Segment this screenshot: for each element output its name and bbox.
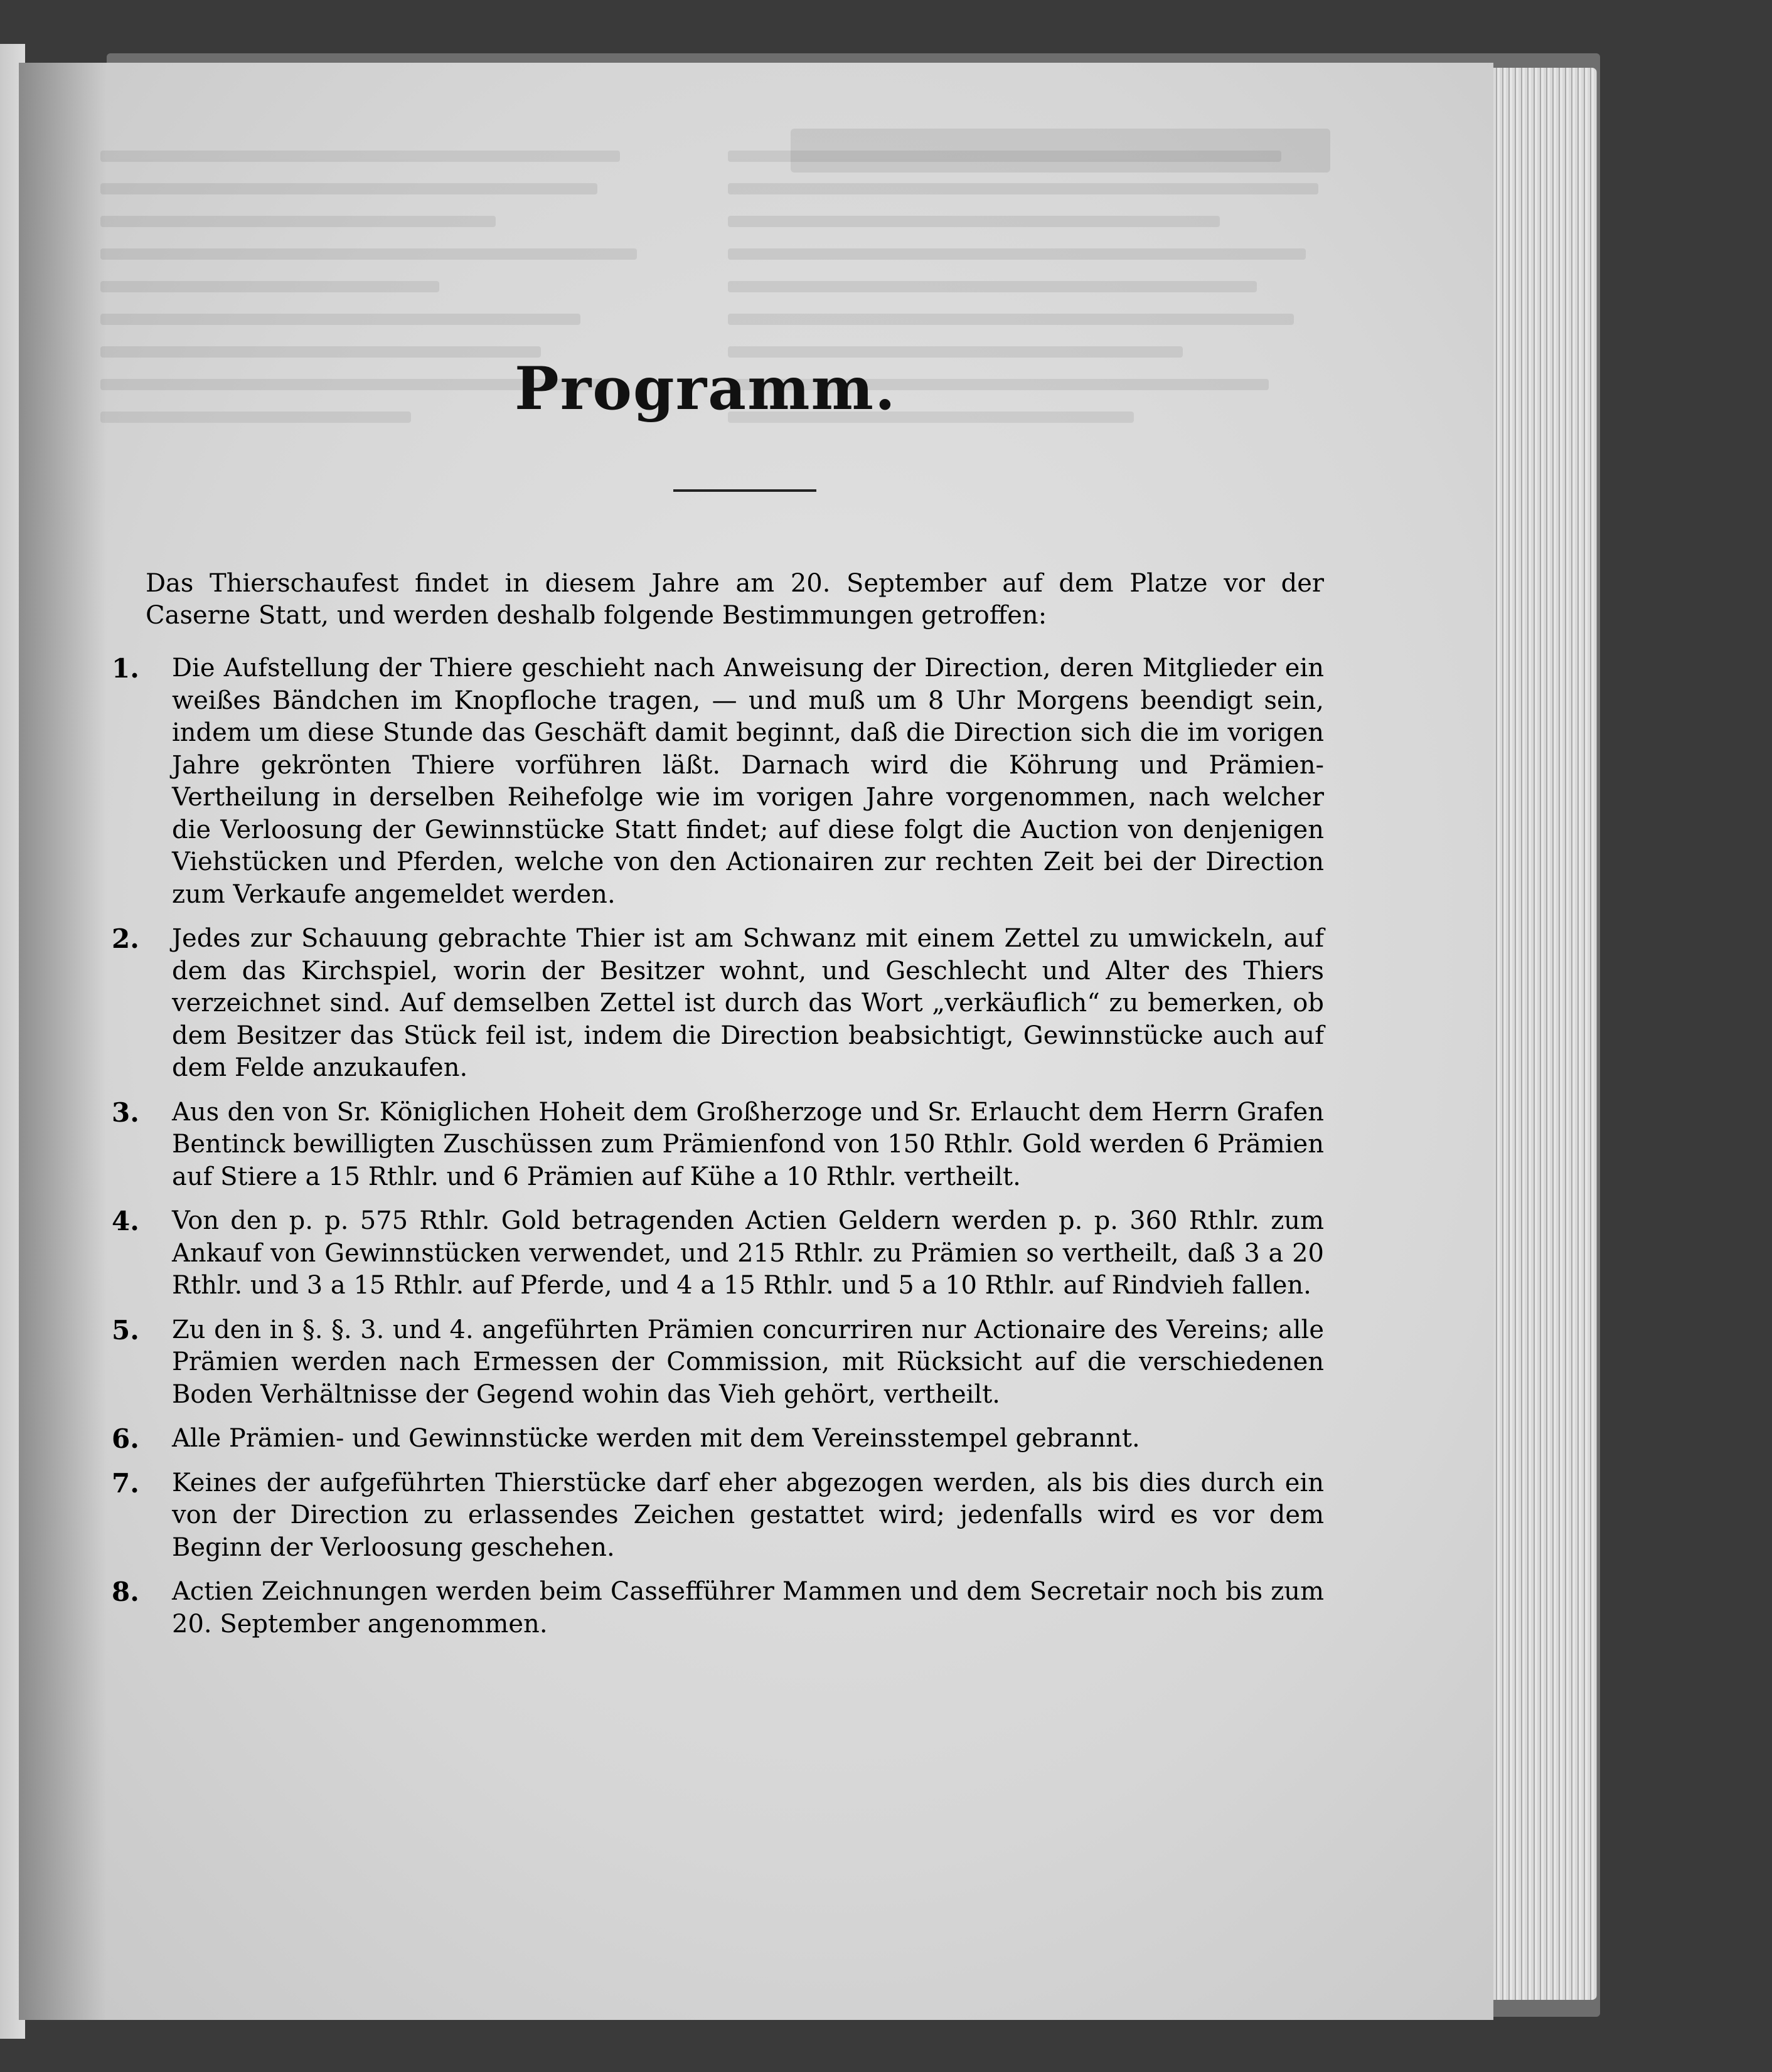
item-text: Keines der aufgeführten Thierstücke darf eher abgezogen werden, als bis dies durch ein von der Direction zu erlassendes Zeichen gestattet wird; jedenfalls wird es vor dem Beginn der Verloosung geschehen. bbox=[172, 1468, 1324, 1562]
item-text: Von den p. p. 575 Rthlr. Gold betragenden Actien Geldern werden p. p. 360 Rthlr. zum Ankauf von Gewinnstücken verwendet, und 215 Rthlr. zu Prämien so vertheilt, daß 3 a 20 Rthlr. und 3 a 15 Rthlr. auf Pferde, und 4 a 15 Rthlr. und 5 a 10 Rthlr. auf Rindvieh fallen. bbox=[172, 1206, 1324, 1300]
item-text: Aus den von Sr. Königlichen Hoheit dem Großherzoge und Sr. Erlaucht dem Herrn Grafen Bentinck bewilligten Zuschüssen zum Prämienfond von 150 Rthlr. Gold werden 6 Prämien auf Stiere a 15 Rthlr. und 6 Prämien auf Kühe a 10 Rthlr. vertheilt. bbox=[172, 1097, 1324, 1191]
gutter-shadow bbox=[19, 63, 107, 2020]
intro-paragraph: Das Thierschaufest findet in diesem Jahre am 20. September auf dem Platze vor der Caserne Statt, und werden deshalb folgende Bestimmungen getroffen: bbox=[146, 569, 1324, 630]
item-number: 7. bbox=[112, 1467, 139, 1499]
list-item bbox=[112, 923, 1324, 1085]
page-title: Programm. bbox=[515, 354, 897, 423]
page-edges bbox=[1487, 68, 1597, 2000]
list-item bbox=[112, 1576, 1324, 1640]
item-number: 8. bbox=[112, 1576, 139, 1607]
item-number: 6. bbox=[112, 1423, 139, 1454]
list-item bbox=[112, 1314, 1324, 1411]
item-list bbox=[112, 652, 1324, 1652]
item-text: Zu den in §. §. 3. und 4. angeführten Prämien concurriren nur Actionaire des Vereins; alle Prämien werden nach Ermessen der Commission, mit Rücksicht auf die verschiedenen Boden Verhältnisse der Gegend wohin das Vieh gehört, vertheilt. bbox=[172, 1315, 1324, 1409]
list-item bbox=[112, 1423, 1324, 1455]
item-number: 2. bbox=[112, 923, 139, 954]
item-number: 4. bbox=[112, 1206, 139, 1236]
item-number: 1. bbox=[112, 653, 139, 684]
list-item bbox=[112, 1097, 1324, 1194]
list-item bbox=[112, 1467, 1324, 1565]
list-item bbox=[112, 1205, 1324, 1302]
item-text: Die Aufstellung der Thiere geschieht nach Anweisung der Direction, deren Mitglieder ein weißes Bändchen im Knopfloche tragen, — und muß um 8 Uhr Morgens beendigt sein, indem um diese Stunde das Geschäft damit beginnt, daß die Direction sich die im vorigen Jahre gekrönten Thiere vorführen läßt. Darnach wird die Köhrung und Prämien-Vertheilung in derselben Reihefolge wie im vorigen Jahre vorgenommen, nach welcher die Verloosung der Gewinnstücke Statt findet; auf diese folgt die Auction von denjenigen Viehstücken und Pferden, welche von den Actionairen zur rechten Zeit bei der Direction zum Verkaufe angemeldet werden. bbox=[172, 654, 1324, 909]
item-number: 3. bbox=[112, 1097, 139, 1128]
list-item bbox=[112, 652, 1324, 911]
item-text: Actien Zeichnungen werden beim Cassefführer Mammen und dem Secretair noch bis zum 20. September angenommen. bbox=[172, 1577, 1324, 1639]
title-rule bbox=[673, 489, 816, 492]
item-number: 5. bbox=[112, 1314, 139, 1346]
item-text: Jedes zur Schauung gebrachte Thier ist am Schwanz mit einem Zettel zu umwickeln, auf dem das Kirchspiel, worin der Besitzer wohnt, und Geschlecht und Alter des Thiers verzeichnet sind. Auf demselben Zettel ist durch das Wort „verkäuflich“ zu bemerken, ob dem Besitzer das Stück feil ist, indem die Direction beabsichtigt, Gewinnstücke auch auf dem Felde anzukaufen. bbox=[172, 924, 1324, 1082]
item-text: Alle Prämien- und Gewinnstücke werden mit dem Vereinsstempel gebrannt. bbox=[172, 1424, 1140, 1453]
